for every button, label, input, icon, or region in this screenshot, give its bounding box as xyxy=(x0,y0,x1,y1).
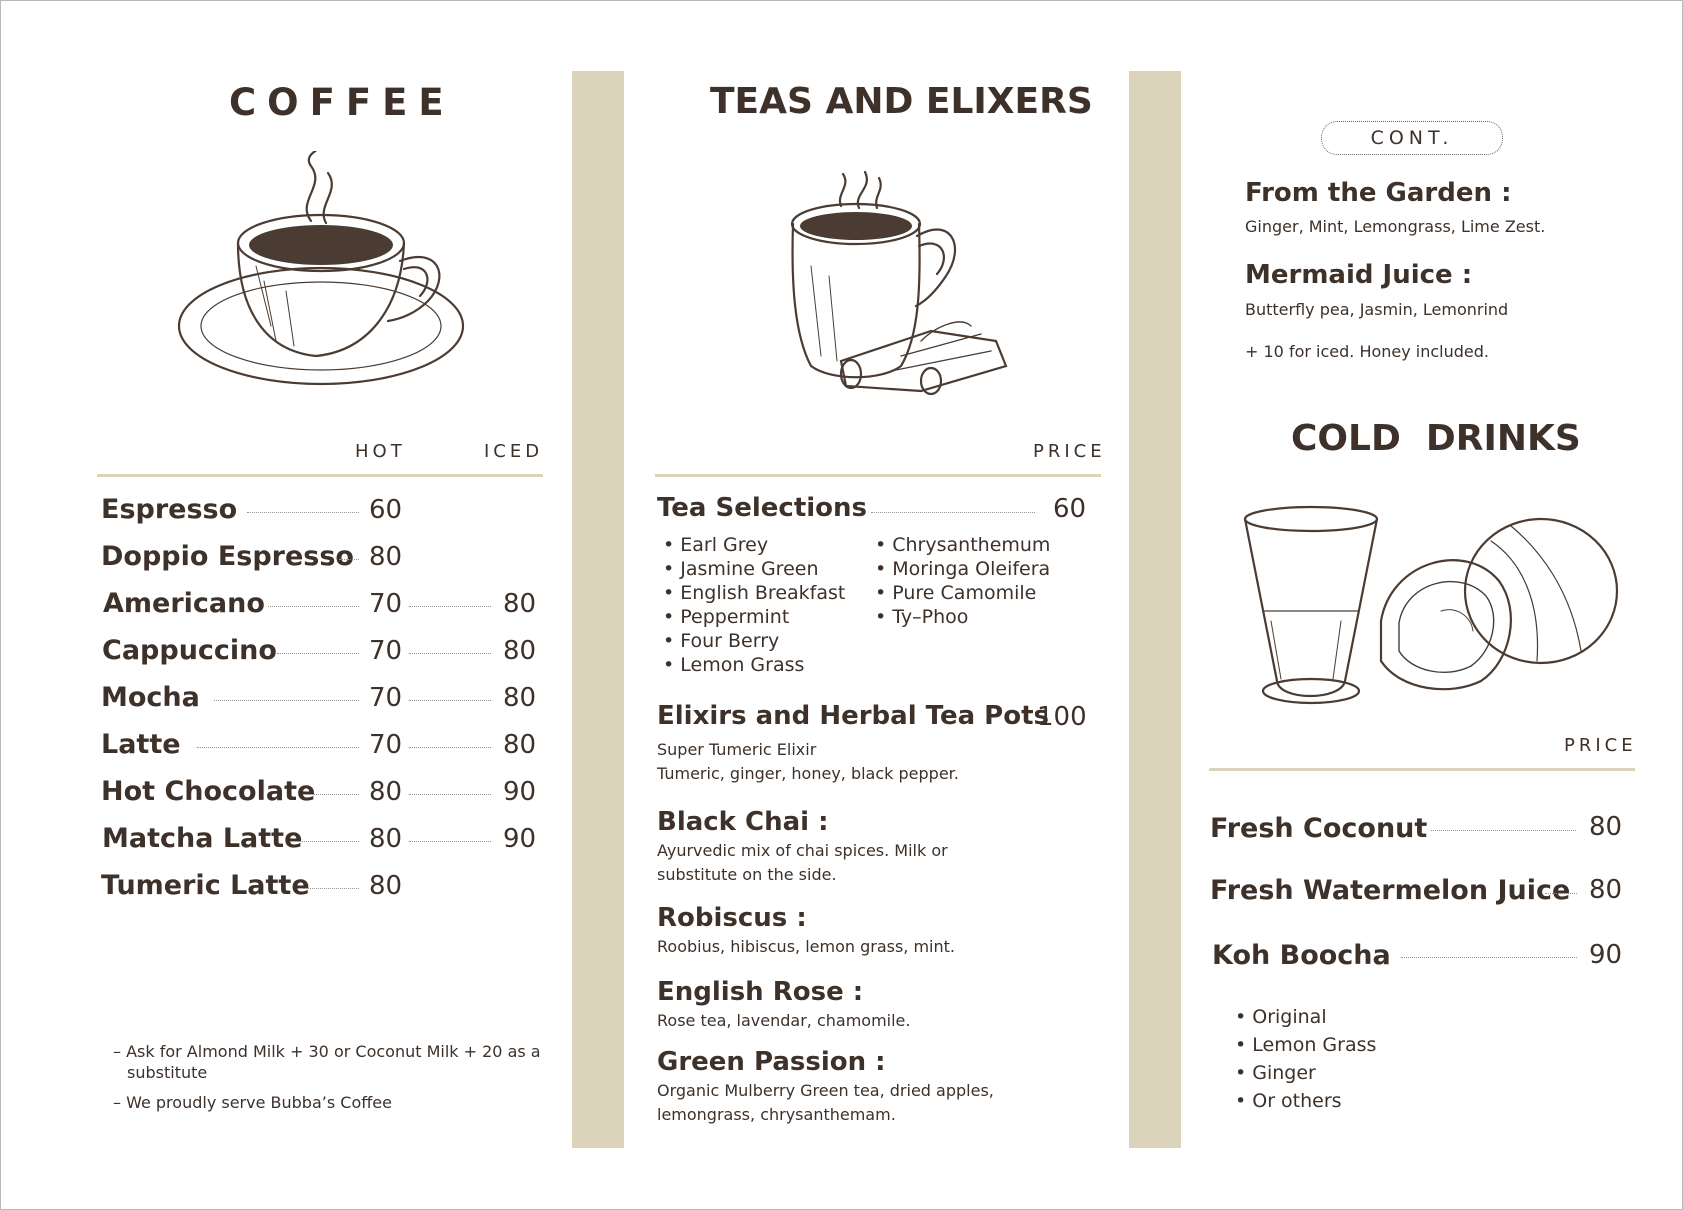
tea-list-right xyxy=(875,533,1050,629)
tea-mug-icon xyxy=(781,166,1041,411)
list-item: • Earl Grey xyxy=(663,533,845,557)
tea-selections-name: Tea Selections xyxy=(657,493,868,523)
list-item: • Ginger xyxy=(1235,1059,1376,1087)
coffee-cup-icon xyxy=(176,151,476,411)
cold-drinks-title: COLD DRINKS xyxy=(1291,418,1581,459)
list-item: • English Breakfast xyxy=(663,581,845,605)
coffee-hot-price: 80 xyxy=(369,824,403,854)
elixirs-line1: Super Tumeric Elixir xyxy=(657,740,817,759)
green-passion-name: Green Passion : xyxy=(657,1047,886,1077)
cold-item-name: Koh Boocha xyxy=(1212,940,1391,971)
coffee-hot-price: 60 xyxy=(369,495,403,525)
dotted-leader xyxy=(409,606,491,607)
black-chai-name: Black Chai : xyxy=(657,807,829,837)
dotted-leader xyxy=(409,841,491,842)
column-divider-right xyxy=(1129,71,1181,1148)
list-item: • Jasmine Green xyxy=(663,557,845,581)
green-passion-line1: Organic Mulberry Green tea, dried apples, xyxy=(657,1081,994,1100)
list-item: • Lemon Grass xyxy=(663,653,845,677)
green-passion-line2: lemongrass, chrysanthemam. xyxy=(657,1105,896,1124)
list-item: • Lemon Grass xyxy=(1235,1031,1376,1059)
dotted-leader xyxy=(409,700,491,701)
coffee-hot-price: 70 xyxy=(369,636,403,666)
mermaid-name: Mermaid Juice : xyxy=(1245,260,1473,290)
dotted-leader xyxy=(1431,830,1576,831)
black-chai-line1: Ayurvedic mix of chai spices. Milk or xyxy=(657,841,948,860)
coffee-iced-price: 80 xyxy=(503,636,537,666)
coffee-iced-price: 90 xyxy=(503,824,537,854)
coffee-item-name: Mocha xyxy=(101,682,200,713)
garden-desc: Ginger, Mint, Lemongrass, Lime Zest. xyxy=(1245,217,1546,236)
tea-list-left xyxy=(663,533,845,677)
dotted-leader xyxy=(197,747,359,748)
english-rose-line1: Rose tea, lavendar, chamomile. xyxy=(657,1011,911,1030)
coffee-item-name: Doppio Espresso xyxy=(101,541,354,572)
list-item: • Chrysanthemum xyxy=(875,533,1050,557)
coffee-item-name: Tumeric Latte xyxy=(101,870,310,901)
coffee-hot-price: 70 xyxy=(369,683,403,713)
cold-item-name: Fresh Watermelon Juice xyxy=(1210,875,1571,906)
cold-header-rule xyxy=(1209,768,1635,771)
dotted-leader xyxy=(303,888,359,889)
list-item: • Pure Camomile xyxy=(875,581,1050,605)
list-item: • Or others xyxy=(1235,1087,1376,1115)
english-rose-name: English Rose : xyxy=(657,977,864,1007)
list-item: • Moringa Oleifera xyxy=(875,557,1050,581)
dotted-leader xyxy=(214,700,359,701)
coffee-header-rule xyxy=(97,474,543,477)
cold-price-header: PRICE xyxy=(1564,735,1637,756)
mermaid-desc: Butterfly pea, Jasmin, Lemonrind xyxy=(1245,300,1509,319)
coffee-note-supplier: – We proudly serve Bubba’s Coffee xyxy=(113,1093,392,1112)
cold-item-name: Fresh Coconut xyxy=(1210,813,1428,844)
cold-item-price: 80 xyxy=(1589,812,1623,842)
dotted-leader xyxy=(409,747,491,748)
coffee-title: COFFEE xyxy=(229,81,455,124)
cold-item-price: 80 xyxy=(1589,875,1623,905)
dotted-leader xyxy=(268,606,359,607)
elixirs-line2: Tumeric, ginger, honey, black pepper. xyxy=(657,764,959,783)
teas-price-header: PRICE xyxy=(1033,441,1106,462)
robiscus-name: Robiscus : xyxy=(657,903,807,933)
coffee-hot-price: 80 xyxy=(369,871,403,901)
coffee-iced-price: 80 xyxy=(503,730,537,760)
dotted-leader xyxy=(871,512,1035,513)
column-divider-left xyxy=(572,71,624,1148)
dotted-leader xyxy=(1545,893,1577,894)
list-item: • Original xyxy=(1235,1003,1376,1031)
dotted-leader xyxy=(409,794,491,795)
coffee-hot-price: 80 xyxy=(369,542,403,572)
dotted-leader xyxy=(339,559,359,560)
teas-title: TEAS AND ELIXERS xyxy=(710,81,1093,122)
teas-header-rule xyxy=(655,474,1101,477)
coffee-iced-price: 80 xyxy=(503,589,537,619)
coffee-item-name: Cappuccino xyxy=(102,635,277,666)
dotted-leader xyxy=(306,794,359,795)
coffee-item-name: Hot Chocolate xyxy=(101,776,316,807)
coffee-iced-header: ICED xyxy=(484,441,544,462)
glass-and-coconut-icon xyxy=(1241,501,1621,726)
koh-boocha-flavors xyxy=(1235,1003,1376,1115)
coffee-item-name: Espresso xyxy=(101,494,238,525)
coffee-item-name: Matcha Latte xyxy=(102,823,303,854)
list-item: • Ty–Phoo xyxy=(875,605,1050,629)
cont-badge-label: CONT. xyxy=(1370,127,1454,149)
dotted-leader xyxy=(277,653,359,654)
coffee-hot-price: 70 xyxy=(369,730,403,760)
list-item: • Peppermint xyxy=(663,605,845,629)
coffee-item-name: Americano xyxy=(103,588,265,619)
coffee-hot-price: 70 xyxy=(369,589,403,619)
garden-name: From the Garden : xyxy=(1245,178,1512,208)
list-item: • Four Berry xyxy=(663,629,845,653)
elixirs-name: Elixirs and Herbal Tea Pots xyxy=(657,701,1050,731)
coffee-hot-price: 80 xyxy=(369,777,403,807)
dotted-leader xyxy=(1401,957,1577,958)
dotted-leader xyxy=(409,653,491,654)
dotted-leader xyxy=(247,512,359,513)
coffee-hot-header: HOT xyxy=(355,441,406,462)
black-chai-line2: substitute on the side. xyxy=(657,865,837,884)
tea-selections-price: 60 xyxy=(1053,494,1087,524)
robiscus-line1: Roobius, hibiscus, lemon grass, mint. xyxy=(657,937,955,956)
cont-badge xyxy=(1321,121,1503,155)
cold-item-price: 90 xyxy=(1589,940,1623,970)
coffee-iced-price: 80 xyxy=(503,683,537,713)
coffee-iced-price: 90 xyxy=(503,777,537,807)
coffee-note-milk: – Ask for Almond Milk + 30 or Coconut Milk + 20 as a substitute xyxy=(113,1042,541,1082)
iced-note: + 10 for iced. Honey included. xyxy=(1245,342,1490,361)
elixirs-price: 100 xyxy=(1037,702,1087,732)
coffee-item-name: Latte xyxy=(101,729,181,760)
dotted-leader xyxy=(297,841,359,842)
